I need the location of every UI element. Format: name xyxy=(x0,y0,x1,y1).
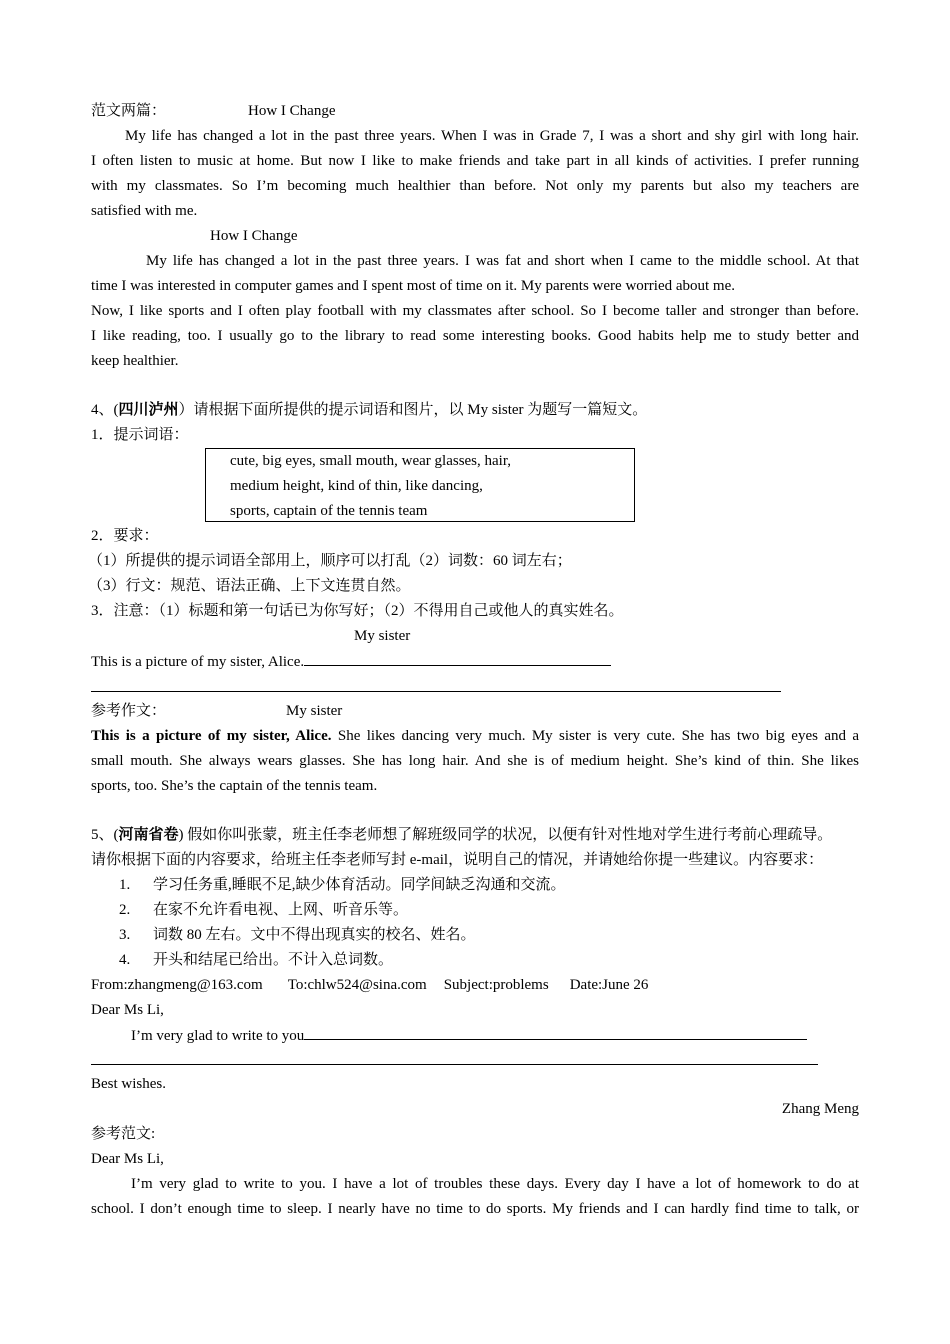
q4-prompt-text: ）请根据下面所提供的提示词语和图片，以 My sister 为题写一篇短文。 xyxy=(178,402,648,418)
q5-item-text: 在家不允许看电视、上网、听音乐等。 xyxy=(153,902,409,918)
q5-ref-greeting: Dear Ms Li, xyxy=(91,1151,164,1167)
q4-ref-title: My sister xyxy=(286,703,343,719)
email-subject: Subject:problems xyxy=(443,977,549,993)
hint-line: medium height, kind of thin, like dancing, xyxy=(230,478,483,494)
q4-ref-heading xyxy=(91,699,859,724)
q4-req-2: （3）行文：规范、语法正确、上下文连贯自然。 xyxy=(88,578,411,594)
email-date: Date:June 26 xyxy=(569,977,649,993)
essay1-line: I often listen to music at home. But now I like to make friends and take part in all kinds of activities. I prefer running xyxy=(91,153,859,169)
essays-heading-label: 范文两篇： xyxy=(91,103,167,119)
essay2-line: I like reading, too. I usually go to the library to read some interesting books. Good habits help me to study better and xyxy=(91,328,859,344)
q4-req-label: 2．要求： xyxy=(91,528,159,544)
q4-note: 3．注意：（1）标题和第一句话已为你写好；（2）不得用自己或他人的真实姓名。 xyxy=(91,603,624,619)
q4-ref-line: sports, too. She’s the captain of the tennis team. xyxy=(91,778,378,794)
essay2-line: My life has changed a lot in the past three years. I was fat and short when I came to the middle school. At that xyxy=(146,253,859,269)
q4-starter-line xyxy=(91,649,859,675)
essay2-line: keep healthier. xyxy=(91,353,179,369)
q5-item-number: 4. xyxy=(119,952,131,968)
essay1-line: My life has changed a lot in the past three years. When I was in Grade 7, I was a short and shy girl with long hair. xyxy=(125,128,859,144)
q4-ref-line: small mouth. She always wears glasses. She has long hair. And she is of medium height. She’s kind of thin. She likes xyxy=(91,753,859,769)
q5-item xyxy=(119,873,887,898)
essay1-line: satisfied with me. xyxy=(91,203,198,219)
essays-heading xyxy=(91,99,859,124)
q5-item xyxy=(119,898,887,923)
q5-prompt-line2: 请你根据下面的内容要求，给班主任李老师写封 e-mail，说明自己的情况，并请她给你提一些建议。内容要求： xyxy=(91,852,824,868)
q5-item-number: 1. xyxy=(119,877,131,893)
essay2-line: Now, I like sports and I often play football with my classmates after school. So I become taller and stronger than before. xyxy=(91,303,859,319)
q4-prompt xyxy=(91,398,859,423)
hint-words-box xyxy=(205,448,635,522)
q5-item-number: 3. xyxy=(119,927,131,943)
essay1-title: How I Change xyxy=(248,103,336,119)
q4-starter: This is a picture of my sister, Alice. xyxy=(91,654,305,670)
email-starter: I’m very glad to write to you xyxy=(131,1028,305,1044)
q5-prefix: 5、( xyxy=(91,827,119,843)
q5-item xyxy=(119,923,887,948)
q5-ref-line: school. I don’t enough time to sleep. I nearly have no time to do sports. My friends and I can hardly find time to talk, or xyxy=(91,1201,859,1217)
q4-ref-text: She likes dancing very much. My sister is very cute. She has two big eyes and a xyxy=(331,728,860,744)
q4-ref-label: 参考作文： xyxy=(91,703,167,719)
q4-source: 四川泸州 xyxy=(118,402,179,418)
q5-ref-label: 参考范文: xyxy=(91,1126,156,1142)
answer-blank-line[interactable] xyxy=(91,691,781,692)
q5-ref-line: I’m very glad to write to you. I have a lot of troubles these days. Every day I have a lot of homework to do at xyxy=(131,1176,859,1192)
hint-line: sports, captain of the tennis team xyxy=(230,503,428,519)
q4-hint-label: 1．提示词语： xyxy=(91,427,189,443)
answer-blank-line[interactable] xyxy=(91,1064,818,1065)
q5-prompt xyxy=(91,823,859,848)
essay2-title: How I Change xyxy=(210,228,298,244)
q5-item-number: 2. xyxy=(119,902,131,918)
q4-prefix: 4、( xyxy=(91,402,119,418)
q4-req-1: （1）所提供的提示词语全部用上，顺序可以打乱（2）词数：60 词左右； xyxy=(88,553,572,569)
essay1-line: with my classmates. So I’m becoming much healthier than before. Not only my parents but also my teachers are xyxy=(91,178,859,194)
email-closing: Best wishes. xyxy=(91,1076,166,1092)
q5-item-text: 词数 80 左右。文中不得出现真实的校名、姓名。 xyxy=(153,927,476,943)
q4-title: My sister xyxy=(354,628,411,644)
email-starter-line xyxy=(131,1023,807,1049)
q4-ref-line xyxy=(91,724,859,749)
q4-ref-bold: This is a picture of my sister, Alice. xyxy=(91,728,332,744)
q5-source: 河南省卷 xyxy=(118,827,179,843)
email-header xyxy=(91,973,859,998)
answer-blank[interactable] xyxy=(304,1023,807,1040)
answer-blank[interactable] xyxy=(304,649,611,666)
email-from: From:zhangmeng@163.com xyxy=(91,977,263,993)
email-greeting: Dear Ms Li, xyxy=(91,1002,164,1018)
email-to: To:chlw524@sina.com xyxy=(287,977,427,993)
essay2-line: time I was interested in computer games and I spent most of time on it. My parents were worried about me. xyxy=(91,278,735,294)
q5-item-text: 学习任务重,睡眠不足,缺少体育活动。同学间缺乏沟通和交流。 xyxy=(153,877,566,893)
q5-item xyxy=(119,948,887,973)
q5-prompt-text: ) 假如你叫张蒙，班主任李老师想了解班级同学的状况，以便有针对性地对学生进行考前心理疏导。 xyxy=(178,827,833,843)
email-signature: Zhang Meng xyxy=(781,1101,859,1117)
q5-item-text: 开头和结尾已给出。不计入总词数。 xyxy=(153,952,394,968)
hint-line: cute, big eyes, small mouth, wear glasses, hair, xyxy=(230,453,511,469)
